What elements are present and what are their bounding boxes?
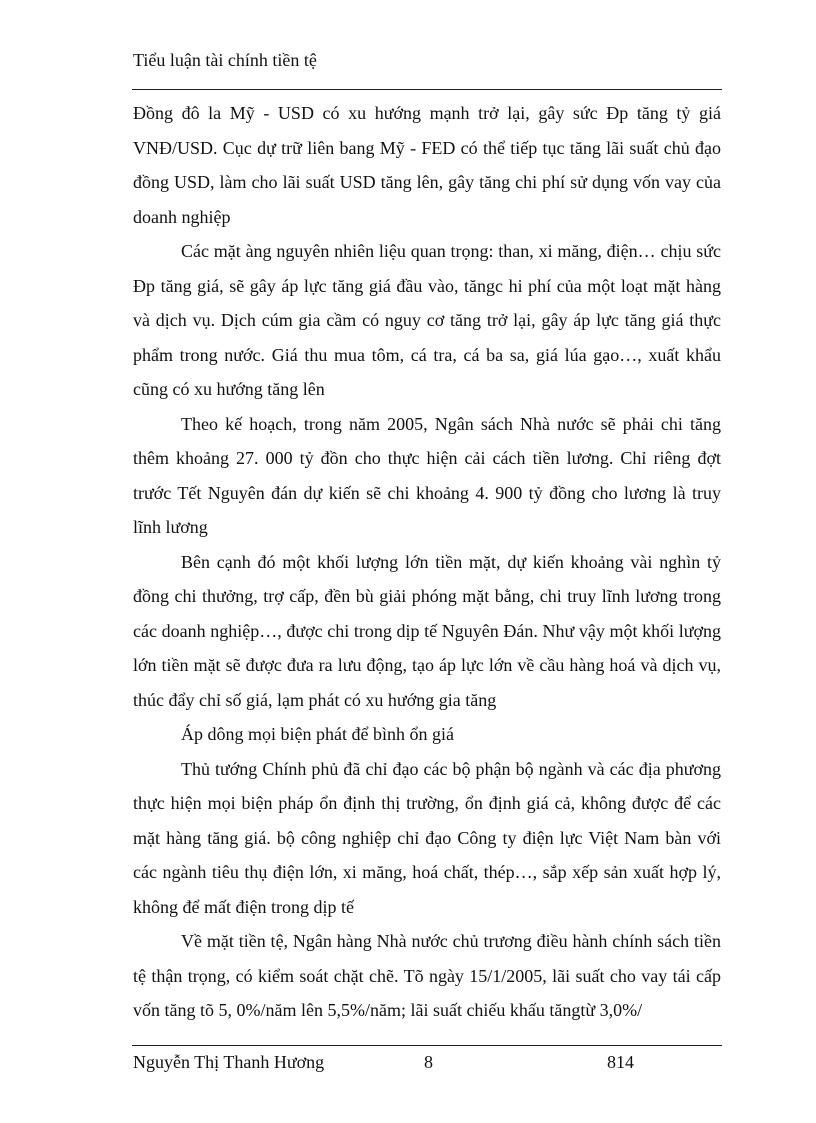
paragraph: Đồng đô la Mỹ - USD có xu hướng mạnh trở lại, gây sức Ðp tăng tỷ giá VNĐ/USD. Cục dự trữ liên bang Mỹ - FED có thể tiếp tục tăng lãi suất chủ đạo đồng USD, làm cho lãi suất USD tăng lên, gây tăng chi phí sử dụng vốn vay của doanh nghiệp xyxy=(133,103,721,227)
footer-rule xyxy=(132,1045,722,1046)
document-body xyxy=(133,96,721,1028)
paragraph: Về mặt tiền tệ, Ngân hàng Nhà nước chủ trương điều hành chính sách tiền tệ thận trọng, có kiểm soát chặt chẽ. Tõ ngày 15/1/2005, lãi suất cho vay tái cấp vốn tăng tõ 5, 0%/năm lên 5,5%/năm; lãi suất chiếu khấu tăngtừ 3,0%/ xyxy=(133,931,721,1020)
page-header-title: Tiểu luận tài chính tiền tệ xyxy=(133,50,317,70)
footer-page-number: 8 xyxy=(424,1052,433,1072)
paragraph: Bên cạnh đó một khối lượng lớn tiền mặt, dự kiến khoảng vài nghìn tỷ đồng chi thưởng, trợ cấp, đền bù giải phóng mặt bằng, chi truy lĩnh lương trong các doanh nghiệp…, được chi trong dịp tế Nguyên Đán. Như vậy một khối lượng lớn tiền mặt sẽ được đưa ra lưu động, tạo áp lực lớn về cầu hàng hoá và dịch vụ, thúc đẩy chỉ số giá, lạm phát có xu hướng gia tăng xyxy=(133,551,721,710)
header-rule xyxy=(132,89,722,90)
footer-code: 814 xyxy=(607,1052,634,1072)
footer-author: Nguyễn Thị Thanh Hương xyxy=(133,1052,325,1072)
section-heading: Áp dông mọi biện phát để bình ổn giá xyxy=(181,724,454,744)
paragraph: Thủ tướng Chính phủ đã chỉ đạo các bộ phận bộ ngành và các địa phương thực hiện mọi biện pháp ổn định thị trường, ổn định giá cả, không được để các mặt hàng tăng giá. bộ công nghiệp chỉ đạo Công ty điện lực Việt Nam bàn với các ngành tiêu thụ điện lớn, xi măng, hoá chất, thép…, sắp xếp sản xuất hợp lý, không để mất điện trong dịp tế xyxy=(133,758,721,917)
paragraph: Theo kế hoạch, trong năm 2005, Ngân sách Nhà nước sẽ phải chi tăng thêm khoảng 27. 000 tỷ đồn cho thực hiện cải cách tiền lương. Chỉ riêng đợt trước Tết Nguyên đán dự kiến sẽ chi khoảng 4. 900 tỷ đồng cho lương là truy lĩnh lương xyxy=(133,413,721,537)
paragraph: Các mặt àng nguyên nhiên liệu quan trọng: than, xi măng, điện… chịu sức Ðp tăng giá, sẽ gây áp lực tăng giá đầu vào, tăngc hi phí của một loạt mặt hàng và dịch vụ. Dịch cúm gia cầm có nguy cơ tăng trở lại, gây áp lực tăng giá thực phẩm trong nước. Giá thu mua tôm, cá tra, cá ba sa, giá lúa gạo…, xuất khẩu cũng có xu hướng tăng lên xyxy=(133,241,721,399)
